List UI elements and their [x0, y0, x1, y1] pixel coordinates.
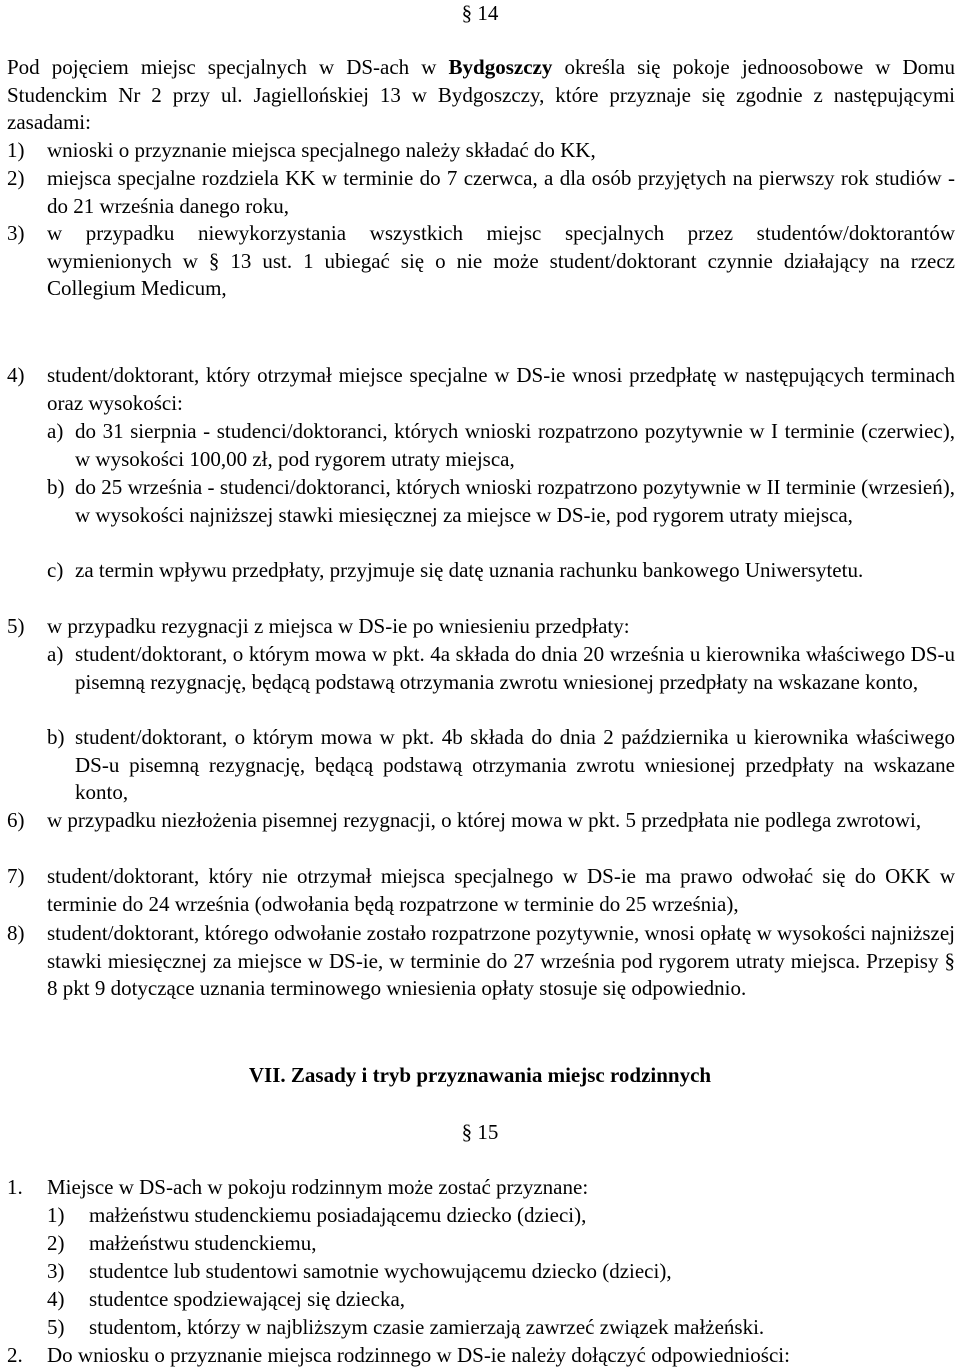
list-item-text: wnioski o przyznanie miejsca specjalnego należy składać do KK, [47, 138, 596, 162]
sub-item-4c [47, 557, 955, 585]
paragraph-2 [7, 1342, 955, 1370]
paragraph-1 [7, 1174, 955, 1202]
list-item-number: 1) [7, 138, 25, 162]
list-item-1 [7, 137, 955, 165]
list-item-text: w przypadku niewykorzystania wszystkich miejsc specjalnych przez studentów/doktorantów wymienionych w § 13 ust. 1 ubiegać się o nie może student/doktorant czynnie działający na rzecz Collegium Medicum, [47, 221, 955, 301]
list-item-6 [7, 807, 955, 835]
sub-item-text: za termin wpływu przedpłaty, przyjmuje się datę uznania rachunku bankowego Uniwersytetu. [75, 558, 864, 582]
paragraph-number: 2. [7, 1343, 23, 1367]
sub-item-letter: a) [47, 642, 64, 666]
list-item-8 [7, 920, 955, 1003]
family-list-item-3 [47, 1258, 955, 1286]
list-item-text: małżeństwu studenckiemu, [89, 1231, 317, 1255]
sub-item-text: student/doktorant, o którym mowa w pkt. 4b składa do dnia 2 października u kierownika właściwego DS-u pisemną rezygnację, będącą podstawą otrzymania zwrotu wniesionej przedpłaty na wskazane konto, [75, 725, 955, 805]
sub-item-text: student/doktorant, o którym mowa w pkt. 4a składa do dnia 20 września u kierownika właściwego DS-u pisemną rezygnację, będącą podstawą otrzymania zwrotu wniesionej przedpłaty na wskazane konto, [75, 642, 955, 694]
sub-item-text: do 25 września - studenci/doktoranci, których wnioski rozpatrzono pozytywnie w II terminie (wrzesień), w wysokości najniższej stawki miesięcznej za miejsce w DS-ie, pod rygorem utraty miejsca, [75, 475, 955, 527]
sub-item-letter: c) [47, 558, 64, 582]
sub-item-5b [47, 724, 955, 807]
list-item-text: studentce lub studentowi samotnie wychowującemu dziecko (dzieci), [89, 1259, 672, 1283]
section-heading-15: § 15 [461, 1120, 499, 1144]
list-item-text: student/doktorant, który otrzymał miejsce specjalne w DS-ie wnosi przedpłatę w następujących terminach oraz wysokości: [47, 363, 955, 415]
list-item-2 [7, 165, 955, 220]
list-item-number: 7) [7, 864, 25, 888]
family-list-item-1 [47, 1202, 955, 1230]
sub-item-5a [47, 641, 955, 696]
intro-text-start: Pod pojęciem miejsc specjalnych w DS-ach w [7, 55, 449, 79]
list-item-text: student/doktorant, którego odwołanie zostało rozpatrzone pozytywnie, wnosi opłatę w wysokości najniższej stawki miesięcznej za miejsce w DS-ie, w terminie do 27 września pod rygorem utraty miejsca. Przepisy § 8 pkt 9 dotyczące uznania terminowego wniesienia opłaty stosuje się odpowiednio. [47, 921, 955, 1001]
list-item-7 [7, 863, 955, 918]
list-item-number: 4) [7, 363, 25, 387]
list-item-5 [7, 613, 955, 641]
list-item-number: 2) [47, 1231, 65, 1255]
chapter-title: VII. Zasady i tryb przyznawania miejsc rodzinnych [248, 1063, 712, 1087]
list-item-number: 8) [7, 921, 25, 945]
list-item-text: studentom, którzy w najbliższym czasie zamierzają zawrzeć związek małżeński. [89, 1315, 765, 1339]
sub-item-letter: b) [47, 725, 65, 749]
intro-paragraph [7, 54, 955, 137]
list-item-number: 4) [47, 1287, 65, 1311]
list-item-4 [7, 362, 955, 417]
sub-item-letter: a) [47, 419, 64, 443]
list-item-text: miejsca specjalne rozdziela KK w terminie do 7 czerwca, a dla osób przyjętych na pierwszy rok studiów - do 21 września danego roku, [47, 166, 955, 218]
family-list-item-5 [47, 1314, 955, 1342]
sub-item-4a [47, 418, 955, 473]
section-heading-14: § 14 [461, 1, 499, 25]
sub-item-letter: b) [47, 475, 65, 499]
list-item-number: 5) [47, 1315, 65, 1339]
list-item-text: student/doktorant, który nie otrzymał miejsca specjalnego w DS-ie ma prawo odwołać się do OKK w terminie do 24 września (odwołania będą rozpatrzone w terminie do 25 września), [47, 864, 955, 916]
list-item-text: studentce spodziewającej się dziecka, [89, 1287, 406, 1311]
list-item-number: 5) [7, 614, 25, 638]
paragraph-text: Miejsce w DS-ach w pokoju rodzinnym może zostać przyznane: [47, 1175, 589, 1199]
sub-item-4b [47, 474, 955, 529]
list-item-number: 3) [7, 221, 25, 245]
paragraph-number: 1. [7, 1175, 23, 1199]
list-item-text: małżeństwu studenckiemu posiadającemu dziecko (dzieci), [89, 1203, 587, 1227]
sub-item-text: do 31 sierpnia - studenci/doktoranci, których wnioski rozpatrzono pozytywnie w I terminie (czerwiec), w wysokości 100,00 zł, pod rygorem utraty miejsca, [75, 419, 955, 471]
intro-city: Bydgoszczy [448, 55, 553, 79]
paragraph-text: Do wniosku o przyznanie miejsca rodzinnego w DS-ie należy dołączyć odpowiedniości: [47, 1343, 790, 1367]
intro-text-end: określa się pokoje jednoosobowe w Domu Studenckim Nr 2 przy ul. Jagiellońskiej 13 w Bydgoszczy, które przyznaje się zgodnie z następującymi zasadami: [7, 55, 955, 135]
family-list-item-4 [47, 1286, 955, 1314]
list-item-number: 6) [7, 808, 25, 832]
list-item-text: w przypadku niezłożenia pisemnej rezygnacji, o której mowa w pkt. 5 przedpłata nie podlega zwrotowi, [47, 808, 922, 832]
list-item-number: 2) [7, 166, 25, 190]
list-item-number: 1) [47, 1203, 65, 1227]
list-item-3 [7, 220, 955, 303]
list-item-number: 3) [47, 1259, 65, 1283]
list-item-text: w przypadku rezygnacji z miejsca w DS-ie po wniesieniu przedpłaty: [47, 614, 630, 638]
family-list-item-2 [47, 1230, 955, 1258]
